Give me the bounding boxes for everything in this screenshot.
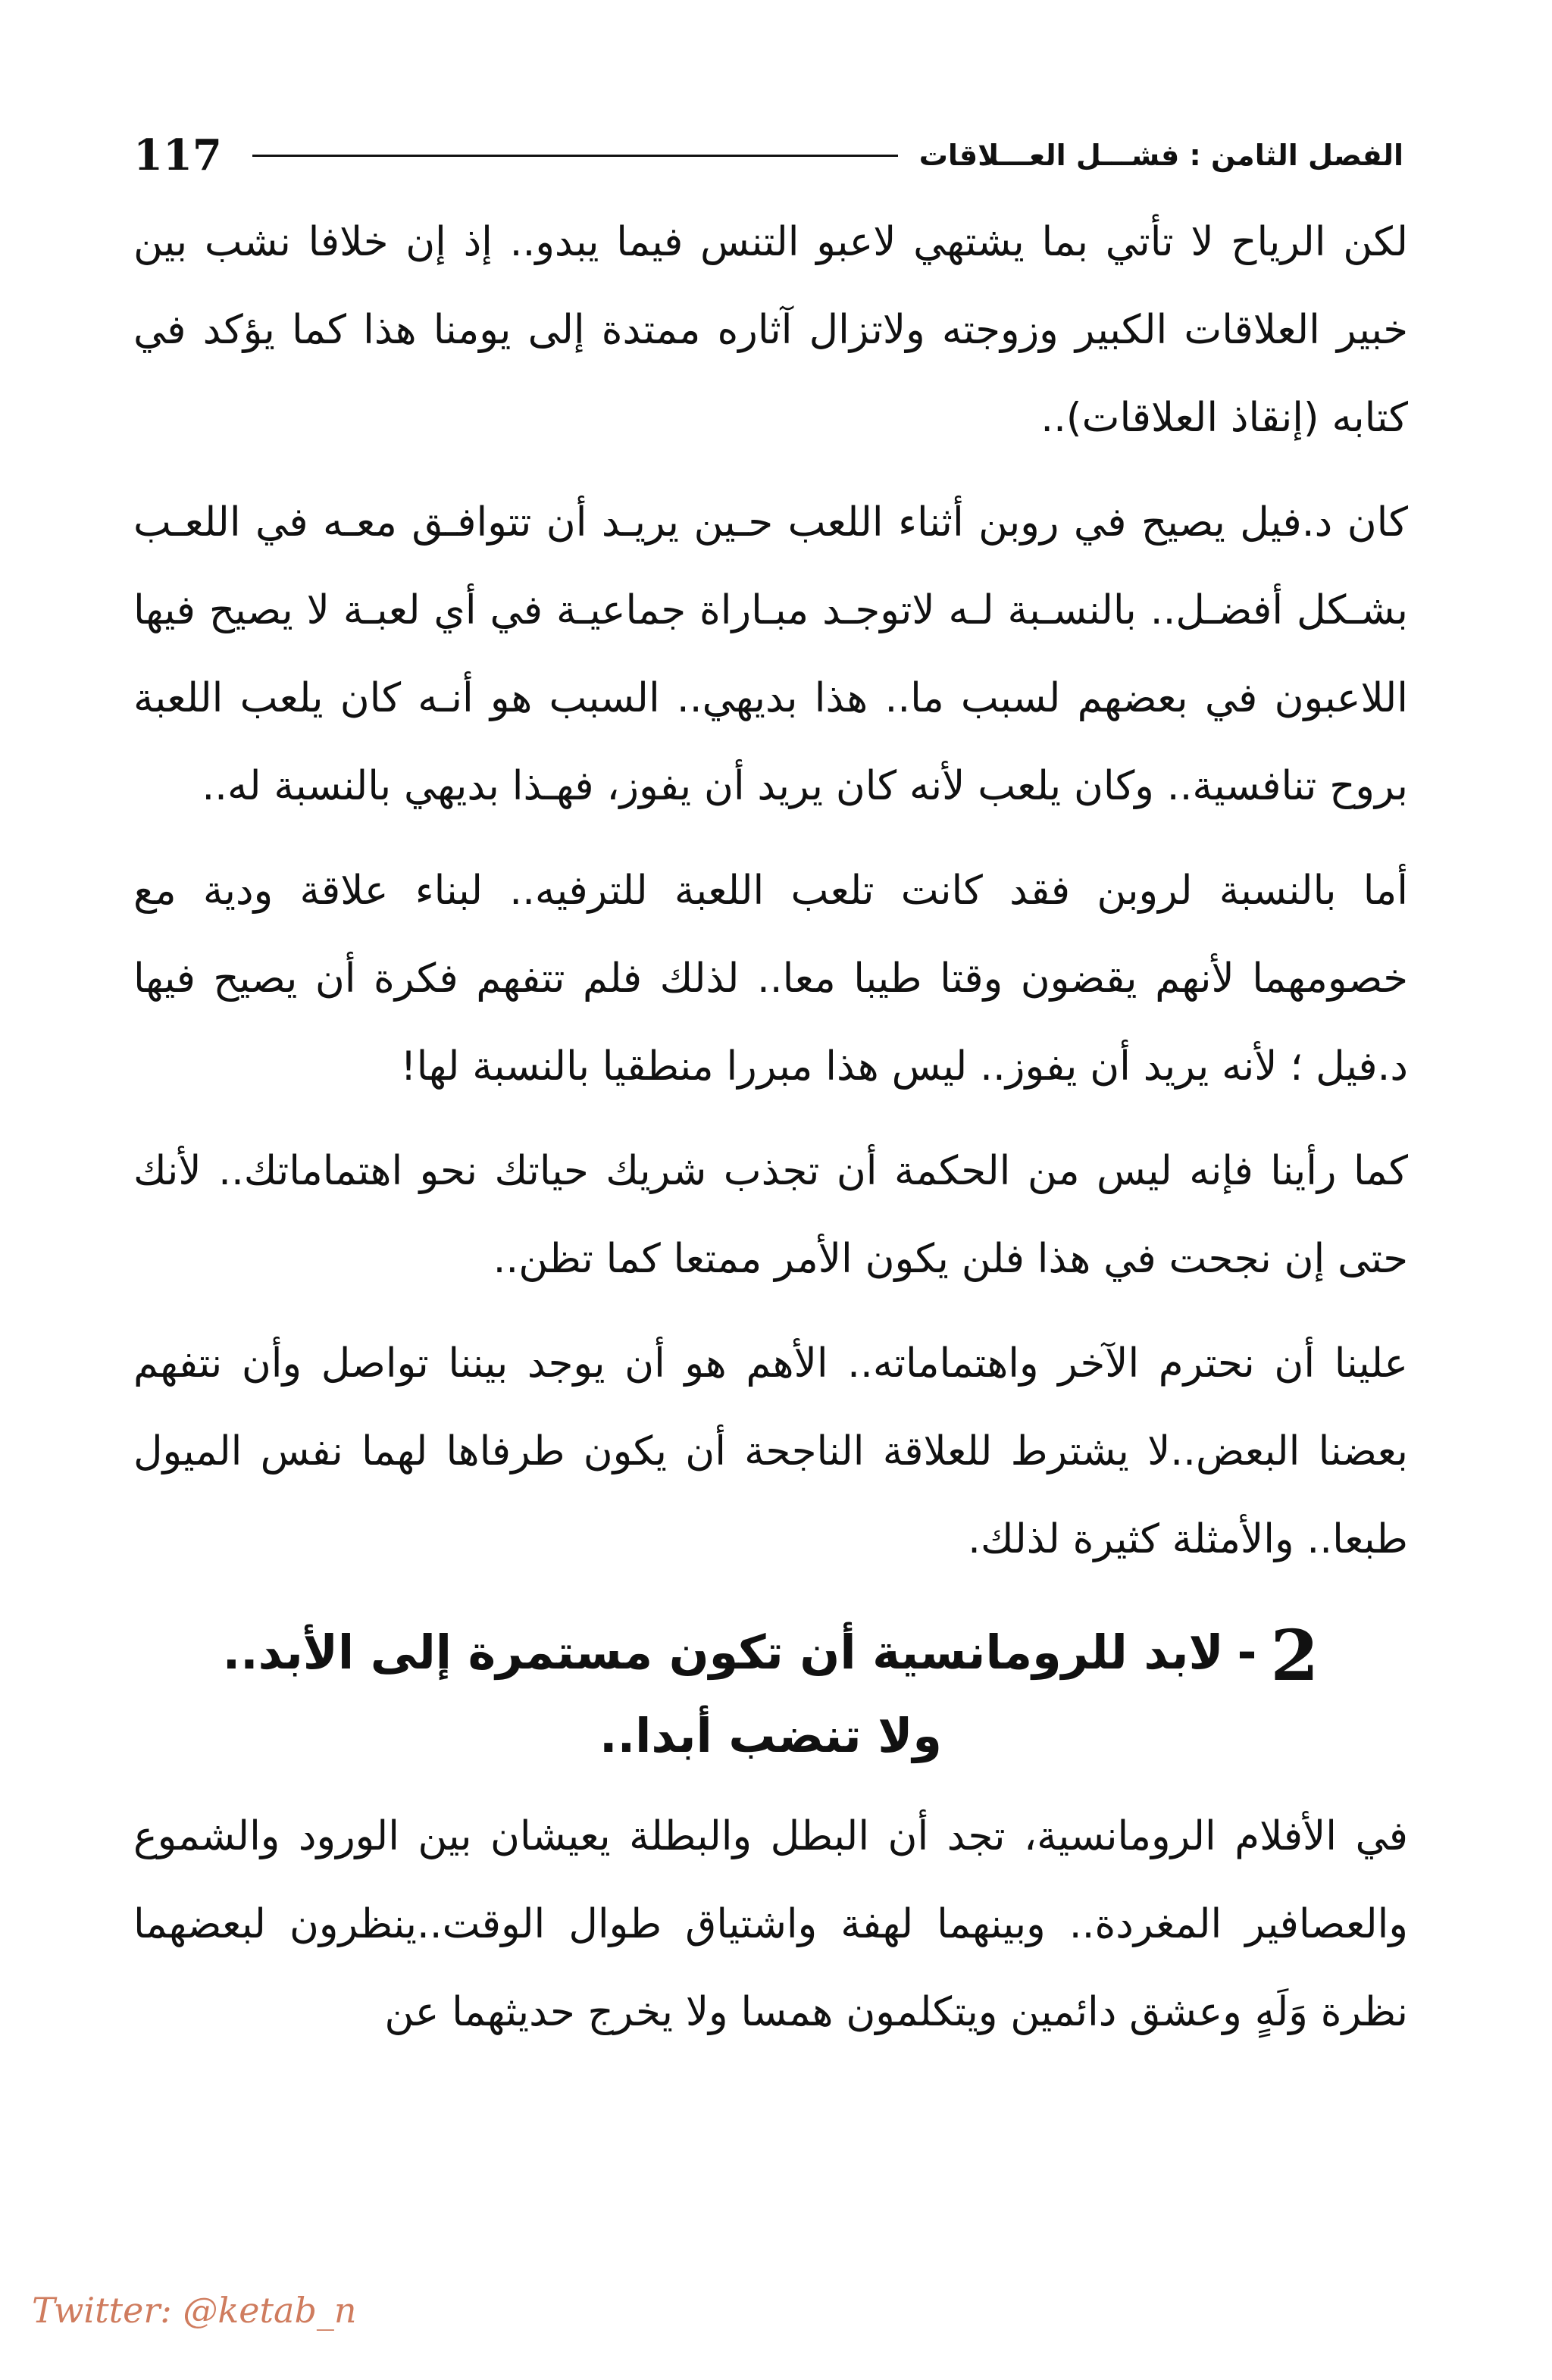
section-heading-line-1 [133, 1612, 1408, 1696]
paragraph-1: لكن الرياح لا تأتي بما يشتهي لاعبو التنس فيما يبدو.. إذ إن خلافا نشب بين خبير العلاقات الكبير وزوجته ولاتزال آثاره ممتدة إلى يومنا هذا كما يؤكد في كتابه (إنقاذ العلاقات).. [133, 219, 1408, 441]
paragraph-4: كما رأينا فإنه ليس من الحكمة أن تجذب شريك حياتك نحو اهتماماتك.. لأنك حتى إن نجحت في هذا فلن يكون الأمر ممتعا كما تظن.. [133, 1148, 1408, 1282]
paragraph-5: علينا أن نحترم الآخر واهتماماته.. الأهم هو أن يوجد بيننا تواصل وأن نتفهم بعضنا البعض..لا يشترط للعلاقة الناجحة أن يكون طرفاها لهما نفس الميول طبعا.. والأمثلة كثيرة لذلك. [133, 1340, 1408, 1562]
section-number: 2 [1270, 1614, 1319, 1697]
section-heading [133, 1612, 1408, 1776]
section-title-line-2: ولا تنضب أبدا.. [599, 1707, 942, 1763]
section-dash: - [1237, 1625, 1257, 1680]
section-title-line-1: لابد للرومانسية أن تكون مستمرة إلى الأبد.. [222, 1625, 1224, 1680]
running-header [133, 129, 1403, 182]
watermark: Twitter: @ketab_n [32, 2290, 357, 2331]
page-content [133, 199, 1408, 2073]
paragraph-2: كان د.فيل يصيح في روبن أثناء اللعب حـين يريـد أن تتوافـق معـه في اللعـب بشـكل أفضـل.. بالنسـبة لـه لاتوجـد مبـاراة جماعيـة في أي لعبـة لا يصيح فيها اللاعبون في بعضهم لسبب ما.. هذا بديهي.. السبب هو أنـه كان يلعب اللعبة بروح تنافسية.. وكان يلعب لأنه كان يريد أن يفوز، فهـذا بديهي بالنسبة له.. [133, 499, 1408, 809]
page-number: 117 [133, 130, 222, 180]
header-rule [252, 155, 898, 157]
chapter-title: الفصل الثامن : فشـــل العـــلاقات [918, 139, 1403, 172]
paragraph-3: أما بالنسبة لروبن فقد كانت تلعب اللعبة للترفيه.. لبناء علاقة ودية مع خصومهما لأنهم يقضون وقتا طيبا معا.. لذلك فلم تتفهم فكرة أن يصيح فيها د.فيل ؛ لأنه يريد أن يفوز.. ليس هذا مبررا منطقيا بالنسبة لها! [133, 868, 1408, 1090]
paragraph-6: في الأفلام الرومانسية، تجد أن البطل والبطلة يعيشان بين الورود والشموع والعصافير المغردة.. وبينهما لهفة واشتياق طوال الوقت..ينظرون لبعضهما نظرة وَلَهٍ وعشق دائمين ويتكلمون همسا ولا يخرج حديثهما عن [133, 1812, 1408, 2035]
